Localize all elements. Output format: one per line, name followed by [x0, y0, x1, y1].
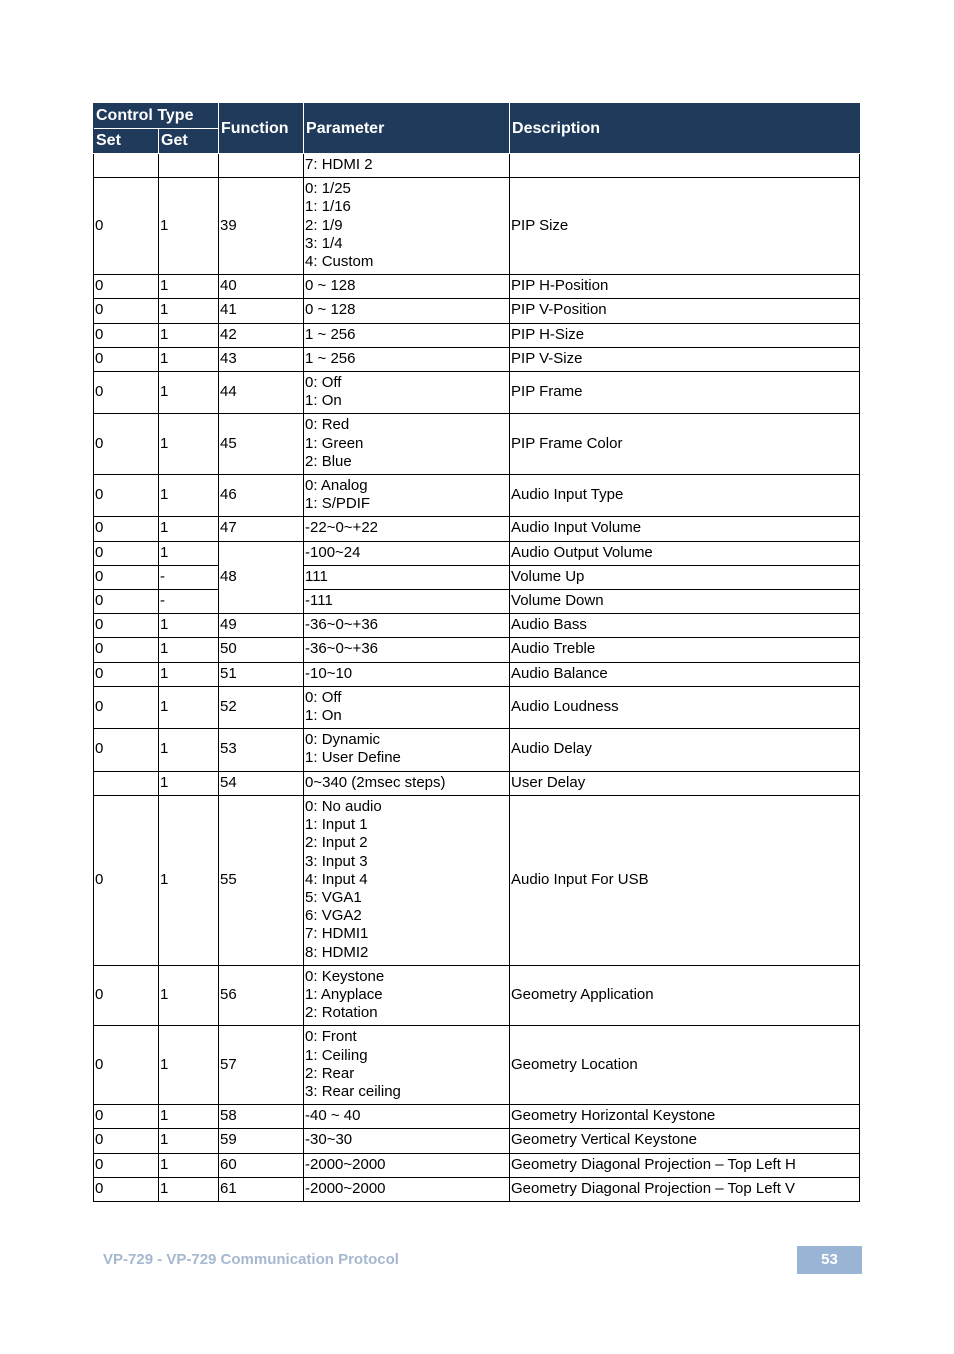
- cell-set: 0: [94, 795, 159, 965]
- cell-param: 0: 1/25 1: 1/16 2: 1/9 3: 1/4 4: Custom: [304, 178, 510, 275]
- table-row: [94, 771, 860, 795]
- cell-param: -2000~2000: [304, 1153, 510, 1177]
- cell-func: 48: [219, 541, 304, 614]
- cell-func: 56: [219, 965, 304, 1026]
- table-row: [94, 565, 860, 589]
- cell-desc: [510, 154, 860, 178]
- cell-param: -36~0~+36: [304, 614, 510, 638]
- cell-func: 54: [219, 771, 304, 795]
- cell-set: 0: [94, 475, 159, 517]
- cell-set: 0: [94, 372, 159, 414]
- cell-func: 60: [219, 1153, 304, 1177]
- cell-get: 1: [159, 1129, 219, 1153]
- cell-get: -: [159, 565, 219, 589]
- cell-func: 45: [219, 414, 304, 475]
- cell-desc: Audio Input Type: [510, 475, 860, 517]
- cell-get: 1: [159, 1177, 219, 1201]
- protocol-table: [93, 103, 860, 1202]
- table-row: [94, 729, 860, 771]
- cell-desc: Audio Treble: [510, 638, 860, 662]
- table-row: [94, 154, 860, 178]
- cell-func: 49: [219, 614, 304, 638]
- cell-get: 1: [159, 347, 219, 371]
- cell-desc: PIP H-Size: [510, 323, 860, 347]
- cell-get: 1: [159, 475, 219, 517]
- table-row: [94, 590, 860, 614]
- cell-func: 57: [219, 1026, 304, 1105]
- cell-desc: Geometry Application: [510, 965, 860, 1026]
- cell-set: 0: [94, 178, 159, 275]
- cell-func: 61: [219, 1177, 304, 1201]
- cell-param: 0: Red 1: Green 2: Blue: [304, 414, 510, 475]
- cell-param: -36~0~+36: [304, 638, 510, 662]
- cell-param: 0: Analog 1: S/PDIF: [304, 475, 510, 517]
- table-row: [94, 347, 860, 371]
- cell-get: 1: [159, 414, 219, 475]
- table-header: [94, 104, 860, 154]
- cell-set: 0: [94, 1129, 159, 1153]
- cell-set: 0: [94, 517, 159, 541]
- cell-desc: Audio Balance: [510, 662, 860, 686]
- page-number: 53: [797, 1246, 862, 1274]
- header-description: Description: [510, 104, 860, 154]
- cell-get: -: [159, 590, 219, 614]
- cell-get: 1: [159, 1153, 219, 1177]
- cell-set: 0: [94, 1177, 159, 1201]
- cell-func: 53: [219, 729, 304, 771]
- cell-desc: Audio Delay: [510, 729, 860, 771]
- cell-param: -40 ~ 40: [304, 1105, 510, 1129]
- cell-set: 0: [94, 299, 159, 323]
- cell-set: 0: [94, 565, 159, 589]
- cell-func: 58: [219, 1105, 304, 1129]
- cell-set: 0: [94, 347, 159, 371]
- cell-param: 0: Keystone 1: Anyplace 2: Rotation: [304, 965, 510, 1026]
- cell-param: 0: No audio 1: Input 1 2: Input 2 3: Input 3 4: Input 4 5: VGA1 6: VGA2 7: HDMI1 8: HDMI2: [304, 795, 510, 965]
- table-row: [94, 1129, 860, 1153]
- cell-func: [219, 154, 304, 178]
- table-row: [94, 614, 860, 638]
- cell-param: 0: Front 1: Ceiling 2: Rear 3: Rear ceiling: [304, 1026, 510, 1105]
- table-row: [94, 323, 860, 347]
- cell-set: 0: [94, 729, 159, 771]
- cell-param: 0: Off 1: On: [304, 372, 510, 414]
- table-row: [94, 372, 860, 414]
- cell-param: 0 ~ 128: [304, 299, 510, 323]
- cell-param: 7: HDMI 2: [304, 154, 510, 178]
- cell-param: -22~0~+22: [304, 517, 510, 541]
- cell-set: 0: [94, 323, 159, 347]
- cell-get: 1: [159, 686, 219, 728]
- table-row: [94, 299, 860, 323]
- cell-set: 0: [94, 638, 159, 662]
- cell-set: 0: [94, 965, 159, 1026]
- cell-func: 43: [219, 347, 304, 371]
- cell-get: 1: [159, 517, 219, 541]
- cell-get: [159, 154, 219, 178]
- cell-get: 1: [159, 275, 219, 299]
- cell-func: 47: [219, 517, 304, 541]
- footer-title: VP-729 - VP-729 Communication Protocol: [103, 1251, 399, 1268]
- cell-desc: PIP Size: [510, 178, 860, 275]
- cell-param: 0 ~ 128: [304, 275, 510, 299]
- cell-desc: PIP Frame Color: [510, 414, 860, 475]
- cell-desc: Volume Down: [510, 590, 860, 614]
- cell-param: 1 ~ 256: [304, 323, 510, 347]
- cell-desc: Geometry Diagonal Projection – Top Left H: [510, 1153, 860, 1177]
- cell-get: 1: [159, 541, 219, 565]
- cell-desc: Audio Loudness: [510, 686, 860, 728]
- cell-get: 1: [159, 662, 219, 686]
- cell-func: 46: [219, 475, 304, 517]
- cell-get: 1: [159, 729, 219, 771]
- cell-param: -10~10: [304, 662, 510, 686]
- table-row: [94, 686, 860, 728]
- table-row: [94, 517, 860, 541]
- cell-get: 1: [159, 1026, 219, 1105]
- cell-set: 0: [94, 1026, 159, 1105]
- cell-set: 0: [94, 414, 159, 475]
- cell-set: [94, 154, 159, 178]
- cell-func: 44: [219, 372, 304, 414]
- table-row: [94, 541, 860, 565]
- cell-get: 1: [159, 965, 219, 1026]
- table-row: [94, 662, 860, 686]
- cell-func: 39: [219, 178, 304, 275]
- cell-set: 0: [94, 686, 159, 728]
- cell-desc: Geometry Diagonal Projection – Top Left V: [510, 1177, 860, 1201]
- cell-param: -111: [304, 590, 510, 614]
- table-row: [94, 1153, 860, 1177]
- header-control-type: Control Type: [94, 104, 219, 129]
- cell-func: 55: [219, 795, 304, 965]
- cell-param: -2000~2000: [304, 1177, 510, 1201]
- cell-param: 1 ~ 256: [304, 347, 510, 371]
- cell-desc: PIP V-Position: [510, 299, 860, 323]
- cell-desc: User Delay: [510, 771, 860, 795]
- table-row: [94, 414, 860, 475]
- cell-desc: Geometry Horizontal Keystone: [510, 1105, 860, 1129]
- cell-desc: Volume Up: [510, 565, 860, 589]
- table-row: [94, 1026, 860, 1105]
- header-parameter: Parameter: [304, 104, 510, 154]
- table-row: [94, 1177, 860, 1201]
- cell-get: 1: [159, 1105, 219, 1129]
- cell-set: 0: [94, 1105, 159, 1129]
- cell-param: 0: Off 1: On: [304, 686, 510, 728]
- cell-param: -100~24: [304, 541, 510, 565]
- cell-desc: Geometry Location: [510, 1026, 860, 1105]
- cell-set: 0: [94, 541, 159, 565]
- cell-func: 41: [219, 299, 304, 323]
- cell-set: 0: [94, 275, 159, 299]
- cell-param: 0~340 (2msec steps): [304, 771, 510, 795]
- cell-get: 1: [159, 614, 219, 638]
- table-row: [94, 275, 860, 299]
- table-row: [94, 475, 860, 517]
- cell-set: 0: [94, 614, 159, 638]
- table-row: [94, 638, 860, 662]
- cell-func: 42: [219, 323, 304, 347]
- table-row: [94, 1105, 860, 1129]
- cell-param: -30~30: [304, 1129, 510, 1153]
- header-get: Get: [159, 129, 219, 154]
- cell-desc: Geometry Vertical Keystone: [510, 1129, 860, 1153]
- header-function: Function: [219, 104, 304, 154]
- cell-func: 52: [219, 686, 304, 728]
- cell-get: 1: [159, 299, 219, 323]
- cell-func: 51: [219, 662, 304, 686]
- cell-set: 0: [94, 1153, 159, 1177]
- cell-get: 1: [159, 795, 219, 965]
- cell-desc: PIP Frame: [510, 372, 860, 414]
- cell-desc: Audio Input For USB: [510, 795, 860, 965]
- cell-get: 1: [159, 771, 219, 795]
- cell-desc: Audio Input Volume: [510, 517, 860, 541]
- table-row: [94, 965, 860, 1026]
- table-row: [94, 795, 860, 965]
- cell-func: 59: [219, 1129, 304, 1153]
- cell-get: 1: [159, 638, 219, 662]
- cell-set: [94, 771, 159, 795]
- table-row: [94, 178, 860, 275]
- cell-func: 50: [219, 638, 304, 662]
- cell-set: 0: [94, 662, 159, 686]
- table-body: [94, 154, 860, 1202]
- header-set: Set: [94, 129, 159, 154]
- cell-get: 1: [159, 323, 219, 347]
- cell-func: 40: [219, 275, 304, 299]
- cell-param: 0: Dynamic 1: User Define: [304, 729, 510, 771]
- cell-set: 0: [94, 590, 159, 614]
- cell-param: 111: [304, 565, 510, 589]
- cell-desc: PIP V-Size: [510, 347, 860, 371]
- cell-desc: PIP H-Position: [510, 275, 860, 299]
- cell-get: 1: [159, 372, 219, 414]
- cell-desc: Audio Bass: [510, 614, 860, 638]
- cell-get: 1: [159, 178, 219, 275]
- cell-desc: Audio Output Volume: [510, 541, 860, 565]
